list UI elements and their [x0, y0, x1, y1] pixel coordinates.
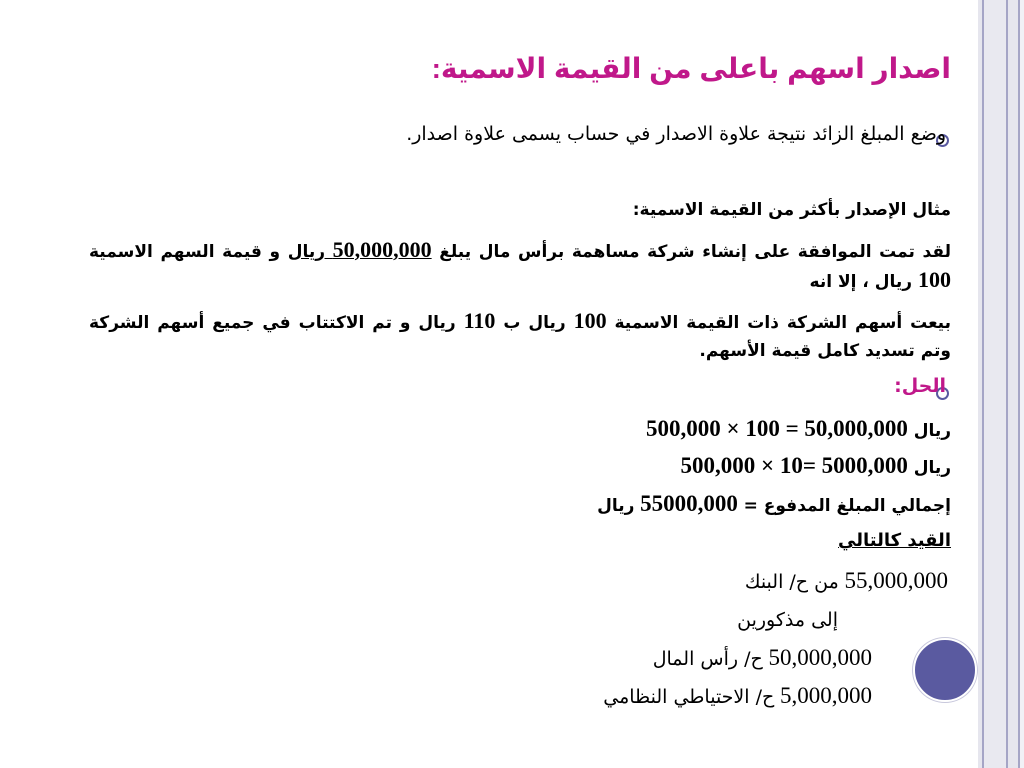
calc3-unit: ريال	[597, 496, 635, 516]
entry4-amount: 5,000,000	[780, 683, 872, 708]
entry1-account: من ح/ البنك	[744, 571, 839, 593]
calc3-label: إجمالي المبلغ المدفوع =	[743, 496, 951, 516]
bullet-text: وضع المبلغ الزائد نتيجة علاوة الاصدار في حساب يسمى علاوة اصدار.	[406, 123, 946, 145]
capital-amount: 50,000,000	[332, 237, 432, 262]
par-value: 100	[573, 308, 607, 333]
para1-suffix: ريال ، إلا انه	[809, 272, 918, 292]
decorative-stripe	[1020, 0, 1024, 768]
entry4-account: ح/ الاحتياطي النظامي	[603, 686, 775, 708]
calculation-total	[597, 491, 951, 517]
solution-label: الحل:	[894, 375, 946, 397]
entry1-amount: 55,000,000	[844, 568, 948, 593]
calc1-expression: 500,000 × 100 = 50,000,000	[645, 416, 908, 441]
para2-prefix: بيعت أسهم الشركة ذات القيمة الاسمية	[606, 313, 951, 333]
entry2-text: إلى مذكورين	[737, 609, 838, 631]
example-paragraph-sale	[89, 307, 951, 365]
capital-amount-underlined	[287, 237, 432, 262]
decorative-stripe	[1008, 0, 1018, 768]
calc2-unit: ريال	[913, 458, 951, 478]
para1-middle: و قيمة السهم الاسمية	[89, 242, 288, 262]
entry3-account: ح/ رأس المال	[652, 648, 763, 670]
journal-credit-line-reserve	[603, 683, 872, 709]
sale-price: 110	[463, 308, 496, 333]
calc3-amount: 55000,000	[640, 491, 738, 516]
par-value: 100	[918, 267, 951, 292]
calc2-expression: 500,000 × 10= 5000,000	[680, 453, 908, 478]
slide-title: اصدار اسهم باعلى من القيمة الاسمية:	[431, 53, 951, 84]
para1-prefix: لقد تمت الموافقة على إنشاء شركة مساهمة برأس مال يبلغ	[431, 242, 951, 262]
journal-credit-line-capital	[653, 645, 872, 671]
journal-to-sundries-line	[737, 606, 838, 632]
capital-currency: ريال	[287, 242, 333, 262]
decorative-stripe	[984, 0, 1006, 768]
example-paragraph-capital	[89, 236, 951, 296]
journal-debit-line	[745, 568, 948, 594]
journal-entry-heading: القيد كالتالي	[838, 530, 951, 551]
entry3-amount: 50,000,000	[768, 645, 872, 670]
calculation-premium	[680, 453, 951, 479]
decorative-circle	[913, 638, 977, 702]
para2-suffix: ريال و تم الاكتتاب في جميع أسهم الشركة وتم تسديد كامل قيمة الأسهم.	[89, 313, 951, 361]
para2-middle: ريال ب	[495, 313, 574, 333]
calculation-shares	[646, 416, 951, 442]
calc1-unit: ريال	[913, 421, 951, 441]
example-heading: مثال الإصدار بأكثر من القيمة الاسمية:	[632, 200, 951, 220]
